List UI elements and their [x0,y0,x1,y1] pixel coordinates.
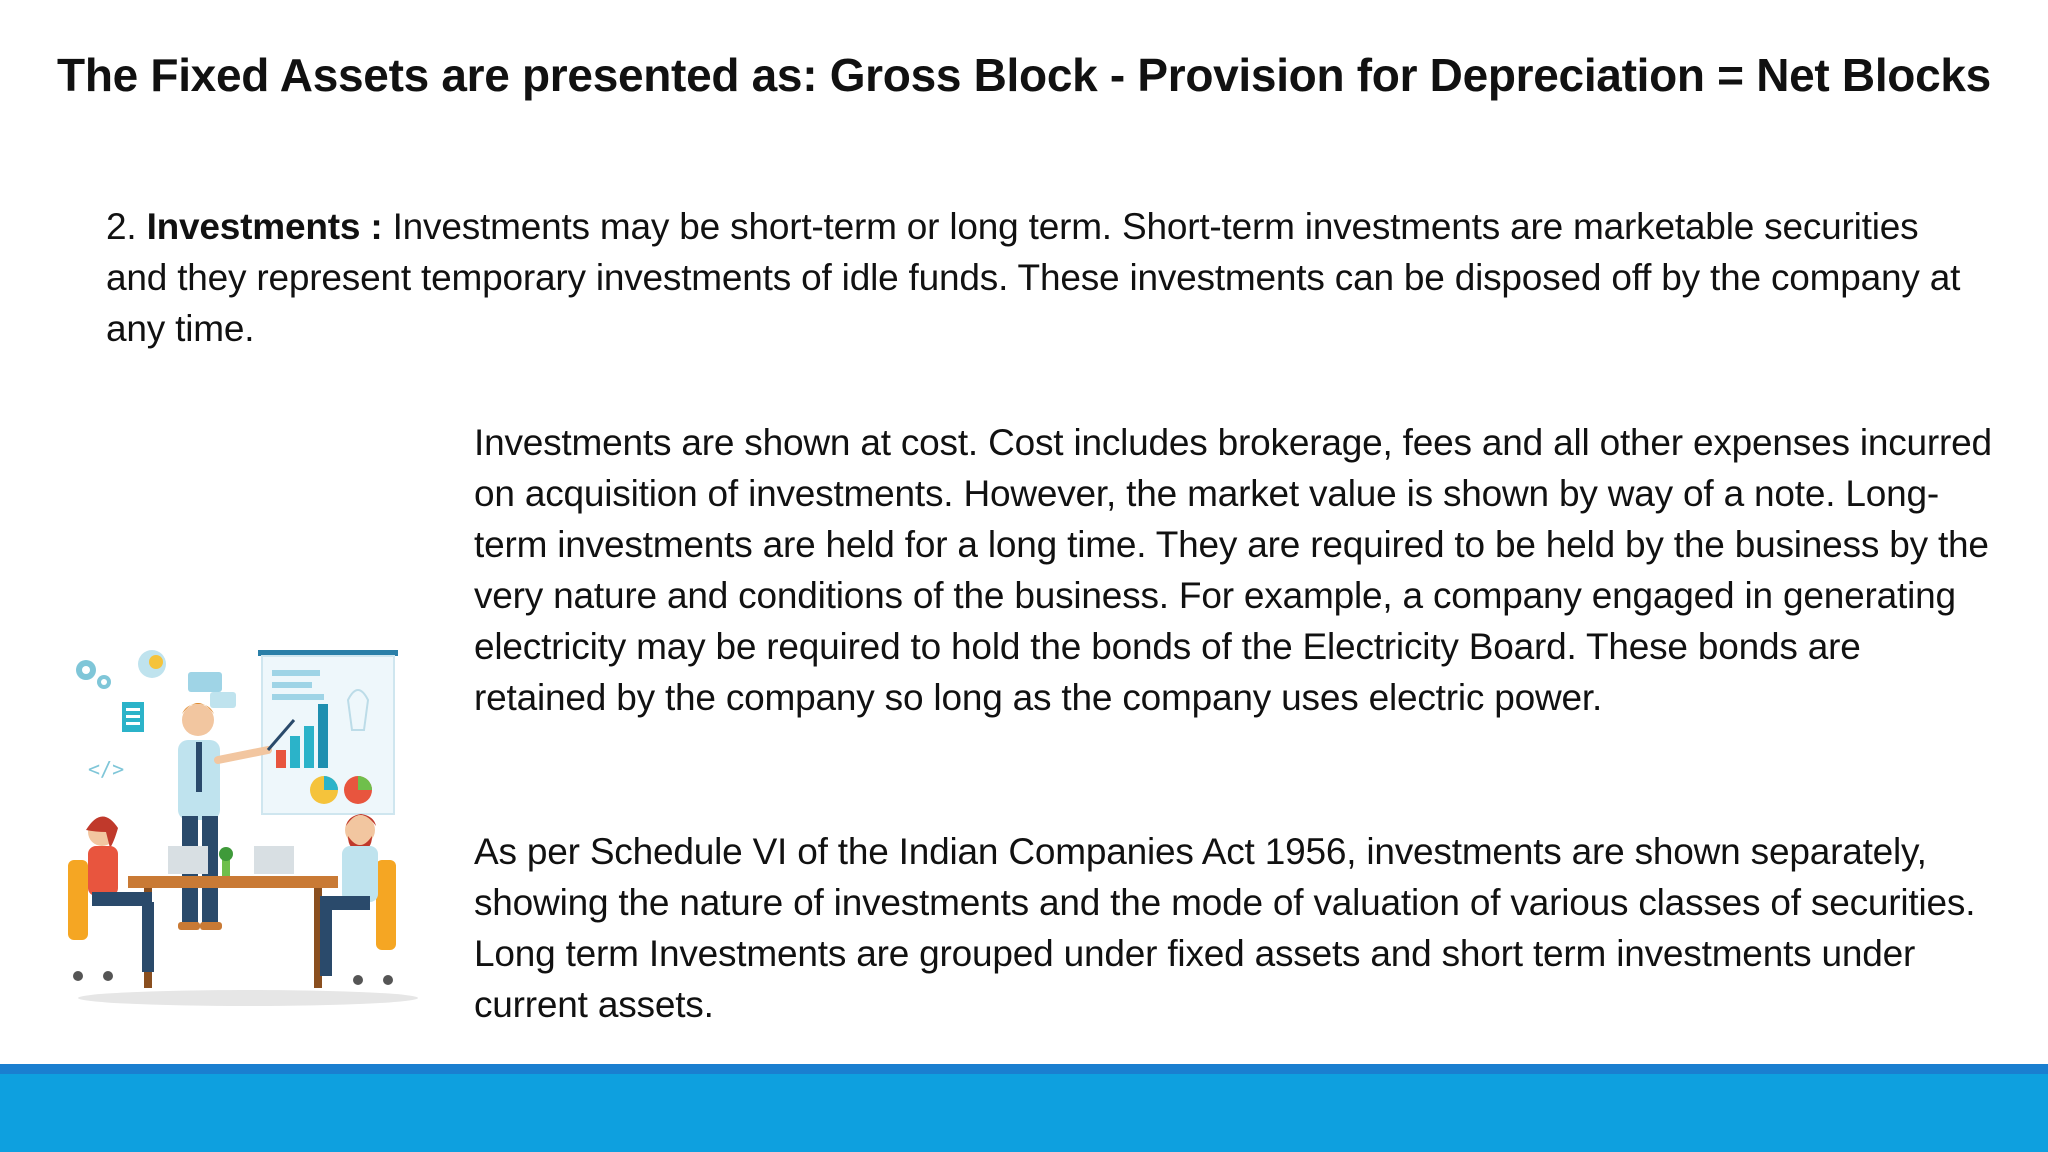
document-icon [122,702,144,732]
cost-paragraph: Investments are shown at cost. Cost includes brokerage, fees and all other expenses incurred on acquisition of investments. However, the market value is shown by way of a note. Long-term investments are held for a long time. They are required to be held by the business by the very nature and conditions of the business. For example, a company engaged in generating electricity may be required to hold the bonds of the Electricity Board. These bonds are retained by the company so long as the company uses electric power. [474,422,1992,718]
footer-bar [0,1064,2048,1152]
seated-man-icon [320,814,396,985]
schedule-paragraph: As per Schedule VI of the Indian Companies Act 1956, investments are shown separately, showing the nature of investments and the mode of valuation of various classes of securities. Long term Investments are grouped under fixed assets and short term investments under current assets. [474,831,1976,1025]
investments-paragraph [106,201,1986,354]
investments-heading: Investments : [146,206,383,247]
lightbulb-icon [138,650,166,678]
investments-text: Investments may be short-term or long term. Short-term investments are marketable securities and they represent temporary investments of idle funds. These investments can be disposed off by the company at any time. [106,206,1961,349]
chat-bubble-icon [188,672,236,708]
slide-title: The Fixed Assets are presented as: Gross Block - Provision for Depreciation = Net Blocks [57,49,1991,101]
table-icon [128,846,338,988]
gear-icon [76,660,111,689]
seated-woman-icon [68,816,154,981]
presentation-board-icon [258,650,398,814]
investments-number: 2. [106,206,137,247]
footer-divider-line [0,1064,2048,1074]
code-icon: </> [88,757,125,781]
team-meeting-illustration [58,640,438,1020]
